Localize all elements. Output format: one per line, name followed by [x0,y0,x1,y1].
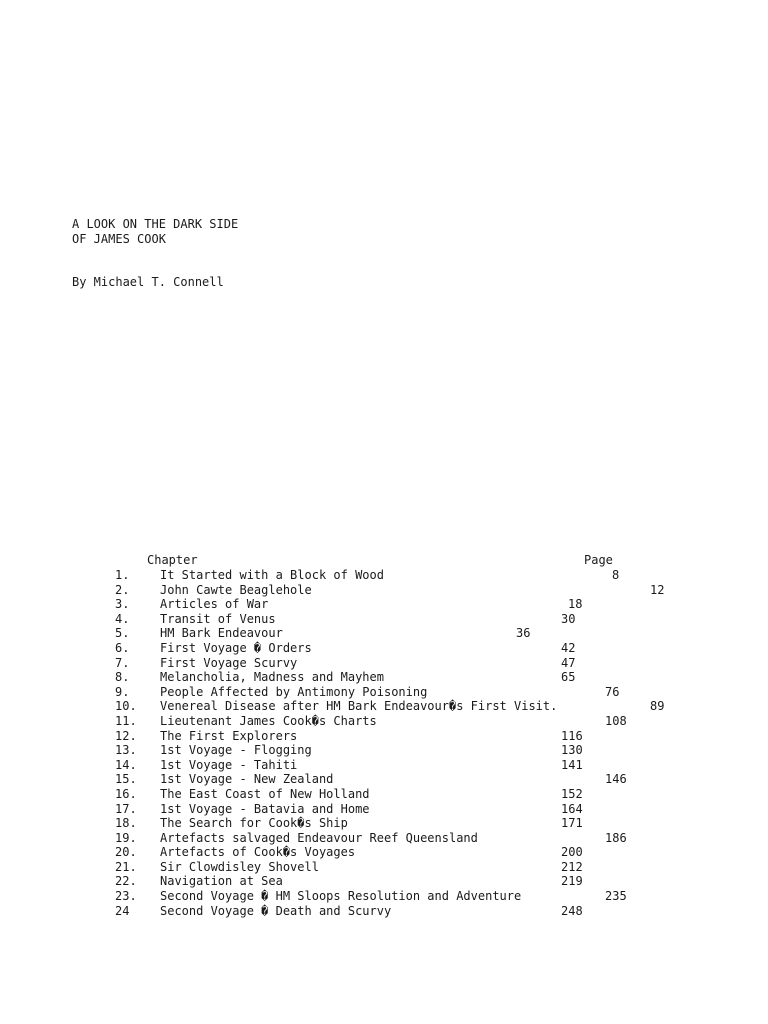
toc-entry [0,597,768,612]
toc-entry-page: 76 [605,684,620,699]
table-of-contents [0,568,768,918]
toc-entry-number: 7. [115,655,130,670]
toc-entry-number: 5. [115,626,130,641]
toc-entry [0,758,768,773]
toc-entry-page: 42 [561,640,576,655]
toc-entry-number: 2. [115,582,130,597]
toc-entry-page: 36 [516,626,531,641]
toc-entry-page: 164 [561,801,583,816]
toc-entry-title: Lieutenant James Cook�s Charts [160,713,377,728]
toc-entry-number: 22. [115,874,137,889]
document-title-line-2: OF JAMES COOK [72,232,166,246]
toc-entry-title: First Voyage � Orders [160,640,312,655]
toc-entry [0,802,768,817]
toc-entry-number: 6. [115,640,130,655]
toc-entry-title: 1st Voyage - New Zealand [160,772,334,787]
toc-entry-title: Second Voyage � Death and Scurvy [160,903,392,918]
toc-entry [0,685,768,700]
toc-entry [0,612,768,627]
toc-entry [0,904,768,919]
toc-entry-title: The First Explorers [160,728,298,743]
toc-entry [0,699,768,714]
toc-entry-number: 24 [115,903,130,918]
toc-entry [0,889,768,904]
toc-entry-page: 212 [561,859,583,874]
toc-entry-number: 17. [115,801,137,816]
toc-entry-page: 89 [650,699,665,714]
toc-entry-title: It Started with a Block of Wood [160,568,384,582]
toc-entry [0,845,768,860]
toc-entry-title: 1st Voyage - Batavia and Home [160,801,370,816]
toc-entry-title: Second Voyage � HM Sloops Resolution and Adventure [160,889,522,904]
toc-chapter-header: Chapter [147,553,198,567]
toc-entry-number: 19. [115,830,137,845]
toc-entry-page: 200 [561,845,583,860]
toc-entry-number: 11. [115,713,137,728]
toc-entry-number: 14. [115,757,137,772]
toc-entry-title: 1st Voyage - Tahiti [160,757,298,772]
toc-entry-title: 1st Voyage - Flogging [160,743,312,758]
toc-entry-page: 65 [561,670,576,685]
toc-entry [0,670,768,685]
document-title-line-1: A LOOK ON THE DARK SIDE [72,217,239,231]
toc-entry-number: 23. [115,889,137,904]
toc-entry-title: First Voyage Scurvy [160,655,298,670]
toc-entry [0,831,768,846]
toc-entry-page: 47 [561,655,576,670]
toc-entry-number: 8. [115,670,130,685]
toc-entry-title: Venereal Disease after HM Bark Endeavour�s First Visit. [160,699,558,714]
toc-entry-number: 15. [115,772,137,787]
toc-entry-page: 116 [561,728,583,743]
toc-entry-title: Transit of Venus [160,611,276,626]
toc-entry-title: Artefacts of Cook�s Voyages [160,845,356,860]
toc-entry-page: 18 [568,597,583,612]
toc-entry-number: 13. [115,743,137,758]
toc-entry-number: 10. [115,699,137,714]
toc-entry [0,816,768,831]
toc-entry [0,641,768,656]
toc-entry-number: 16. [115,786,137,801]
toc-entry [0,874,768,889]
toc-entry [0,729,768,744]
toc-entry-page: 108 [605,713,627,728]
toc-entry-number: 9. [115,684,130,699]
toc-page-header: Page [584,553,613,567]
author-byline: By Michael T. Connell [72,275,224,289]
toc-entry-number: 20. [115,845,137,860]
toc-entry-title: Melancholia, Madness and Mayhem [160,670,384,685]
toc-entry-page: 219 [561,874,583,889]
toc-entry [0,860,768,875]
toc-entry-title: Articles of War [160,597,269,612]
toc-entry-number: 12. [115,728,137,743]
toc-entry-title: John Cawte Beaglehole [160,582,312,597]
toc-entry-number: 1. [115,568,130,582]
toc-entry-number: 4. [115,611,130,626]
toc-entry [0,626,768,641]
toc-entry-page: 146 [605,772,627,787]
toc-entry-page: 141 [561,757,583,772]
toc-entry-page: 12 [650,582,665,597]
toc-entry-number: 3. [115,597,130,612]
toc-entry-page: 171 [561,816,583,831]
toc-entry-number: 21. [115,859,137,874]
toc-entry [0,787,768,802]
toc-entry-page: 130 [561,743,583,758]
toc-entry-title: HM Bark Endeavour [160,626,283,641]
toc-entry-number: 18. [115,816,137,831]
toc-entry-page: 152 [561,786,583,801]
toc-entry-page: 30 [561,611,576,626]
toc-entry [0,772,768,787]
toc-entry-title: Artefacts salvaged Endeavour Reef Queensland [160,830,478,845]
toc-entry-page: 248 [561,903,583,918]
toc-entry-title: Navigation at Sea [160,874,283,889]
toc-entry [0,656,768,671]
toc-entry-page: 186 [605,830,627,845]
toc-entry [0,568,768,583]
toc-entry-page: 235 [605,889,627,904]
toc-entry-title: Sir Clowdisley Shovell [160,859,319,874]
toc-entry [0,583,768,598]
toc-entry [0,714,768,729]
toc-entry-page: 8 [612,568,620,582]
toc-entry-title: The East Coast of New Holland [160,786,370,801]
toc-entry-title: People Affected by Antimony Poisoning [160,684,428,699]
toc-entry-title: The Search for Cook�s Ship [160,816,348,831]
toc-entry [0,743,768,758]
